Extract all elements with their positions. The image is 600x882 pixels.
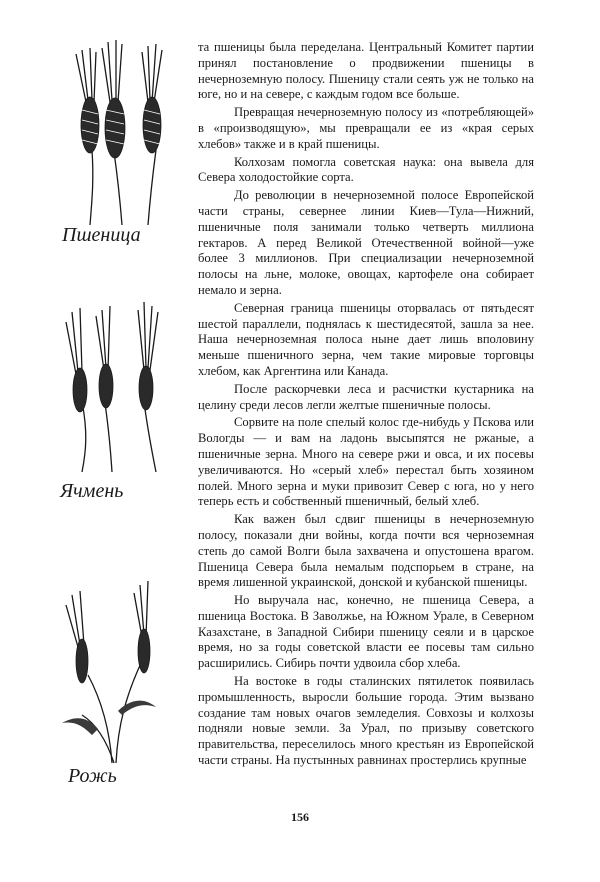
caption-barley: Ячмень [60,480,124,502]
paragraph-7: Сорвите на поле спелый колос где-нибудь у Пскова или Вологды — и вам на ладонь высыпятся не ржаные, а пшеничные зерна. Много на севере ржи и овса, и их посевы увеличиваются. Но «серый хлеб» перестал быть хозяином полей. Много зерна и муки привозит Север с юга, но у него теперь есть и собственный пшеничный, белый хлеб. [198,415,534,509]
paragraph-2: Превращая нечерноземную полосу из «потребляющей» в «производящую», мы превращали ее из «края серых хлебов» также и в край пшеницы. [198,105,534,151]
paragraph-3: Колхозам помогла советская наука: она вывела для Севера холодостойкие сорта. [198,154,534,185]
page-number: 156 [291,810,309,824]
caption-rye: Рожь [68,765,117,787]
wheat-ears-drawing [52,40,192,230]
wheat-illustration [52,40,192,246]
paragraph-1: та пшеницы была переделана. Центральный Комитет партии принял постановление о продвижении пшеницы в нечерноземную полосу. Пшеницу стали сеять уж не только на юге, но и на севере, с каждым годом все больше. [198,40,534,102]
paragraph-6: После раскорчевки леса и расчистки кустарника на целину среди лесов легли желтые пшеничные полосы. [198,381,534,412]
rye-illustration [52,565,192,787]
paragraph-4: До революции в нечерноземной полосе Европейской части страны, севернее линии Киев—Тула—Нижний, пшеничные поля занимали только четверть миллиона гектаров. А перед Великой Отечественной войной—уже более 3 миллионов. При специализации нечерноземной полосы на льне, молоке, овощах, картофеле она собирает немало и зерна. [198,188,534,297]
paragraph-8: Как важен был сдвиг пшеницы в нечерноземную полосу, показали дни войны, когда почти вся черноземная степь до самой Волги была захвачена и опустошена врагом. Пшеница Севера была немалым подспорьем в стране, на время лишенной украинской, донской и кубанской пшеницы. [198,512,534,590]
paragraph-5: Северная граница пшеницы оторвалась от пятьдесят шестой параллели, поднялась к шестидесятой, зашла за нее. Наша нечерноземная полоса ныне дает лишь вполовину меньше пшеничного зерна, чем такие мировые торговцы хлебом, как Аргентина или Канада. [198,300,534,378]
illustration-column [52,40,192,800]
caption-wheat: Пшеница [62,224,141,246]
main-text-column [198,40,534,769]
barley-ears-drawing [52,302,192,482]
barley-illustration [52,302,192,502]
rye-ears-drawing [52,565,192,765]
paragraph-9: Но выручала нас, конечно, не пшеница Севера, а пшеница Востока. В Заволжье, на Южном Урале, в Северном Казахстане, в Западной Сибири пшеницу сеяли и в царское время, но за годы советской власти ее посевы там сильно расширились. Сибирь почти удвоила сбор хлеба. [198,593,534,671]
paragraph-10: На востоке в годы сталинских пятилеток появилась промышленность, выросли большие города. Этим вызвано создание там новых очагов земледелия. Совхозы и колхозы подняли новые земли. За Урал, по призыву советского правительства, переселилось много крестьян из Европейской части страны. На пустынных равнинах простерлись крупные [198,674,534,768]
